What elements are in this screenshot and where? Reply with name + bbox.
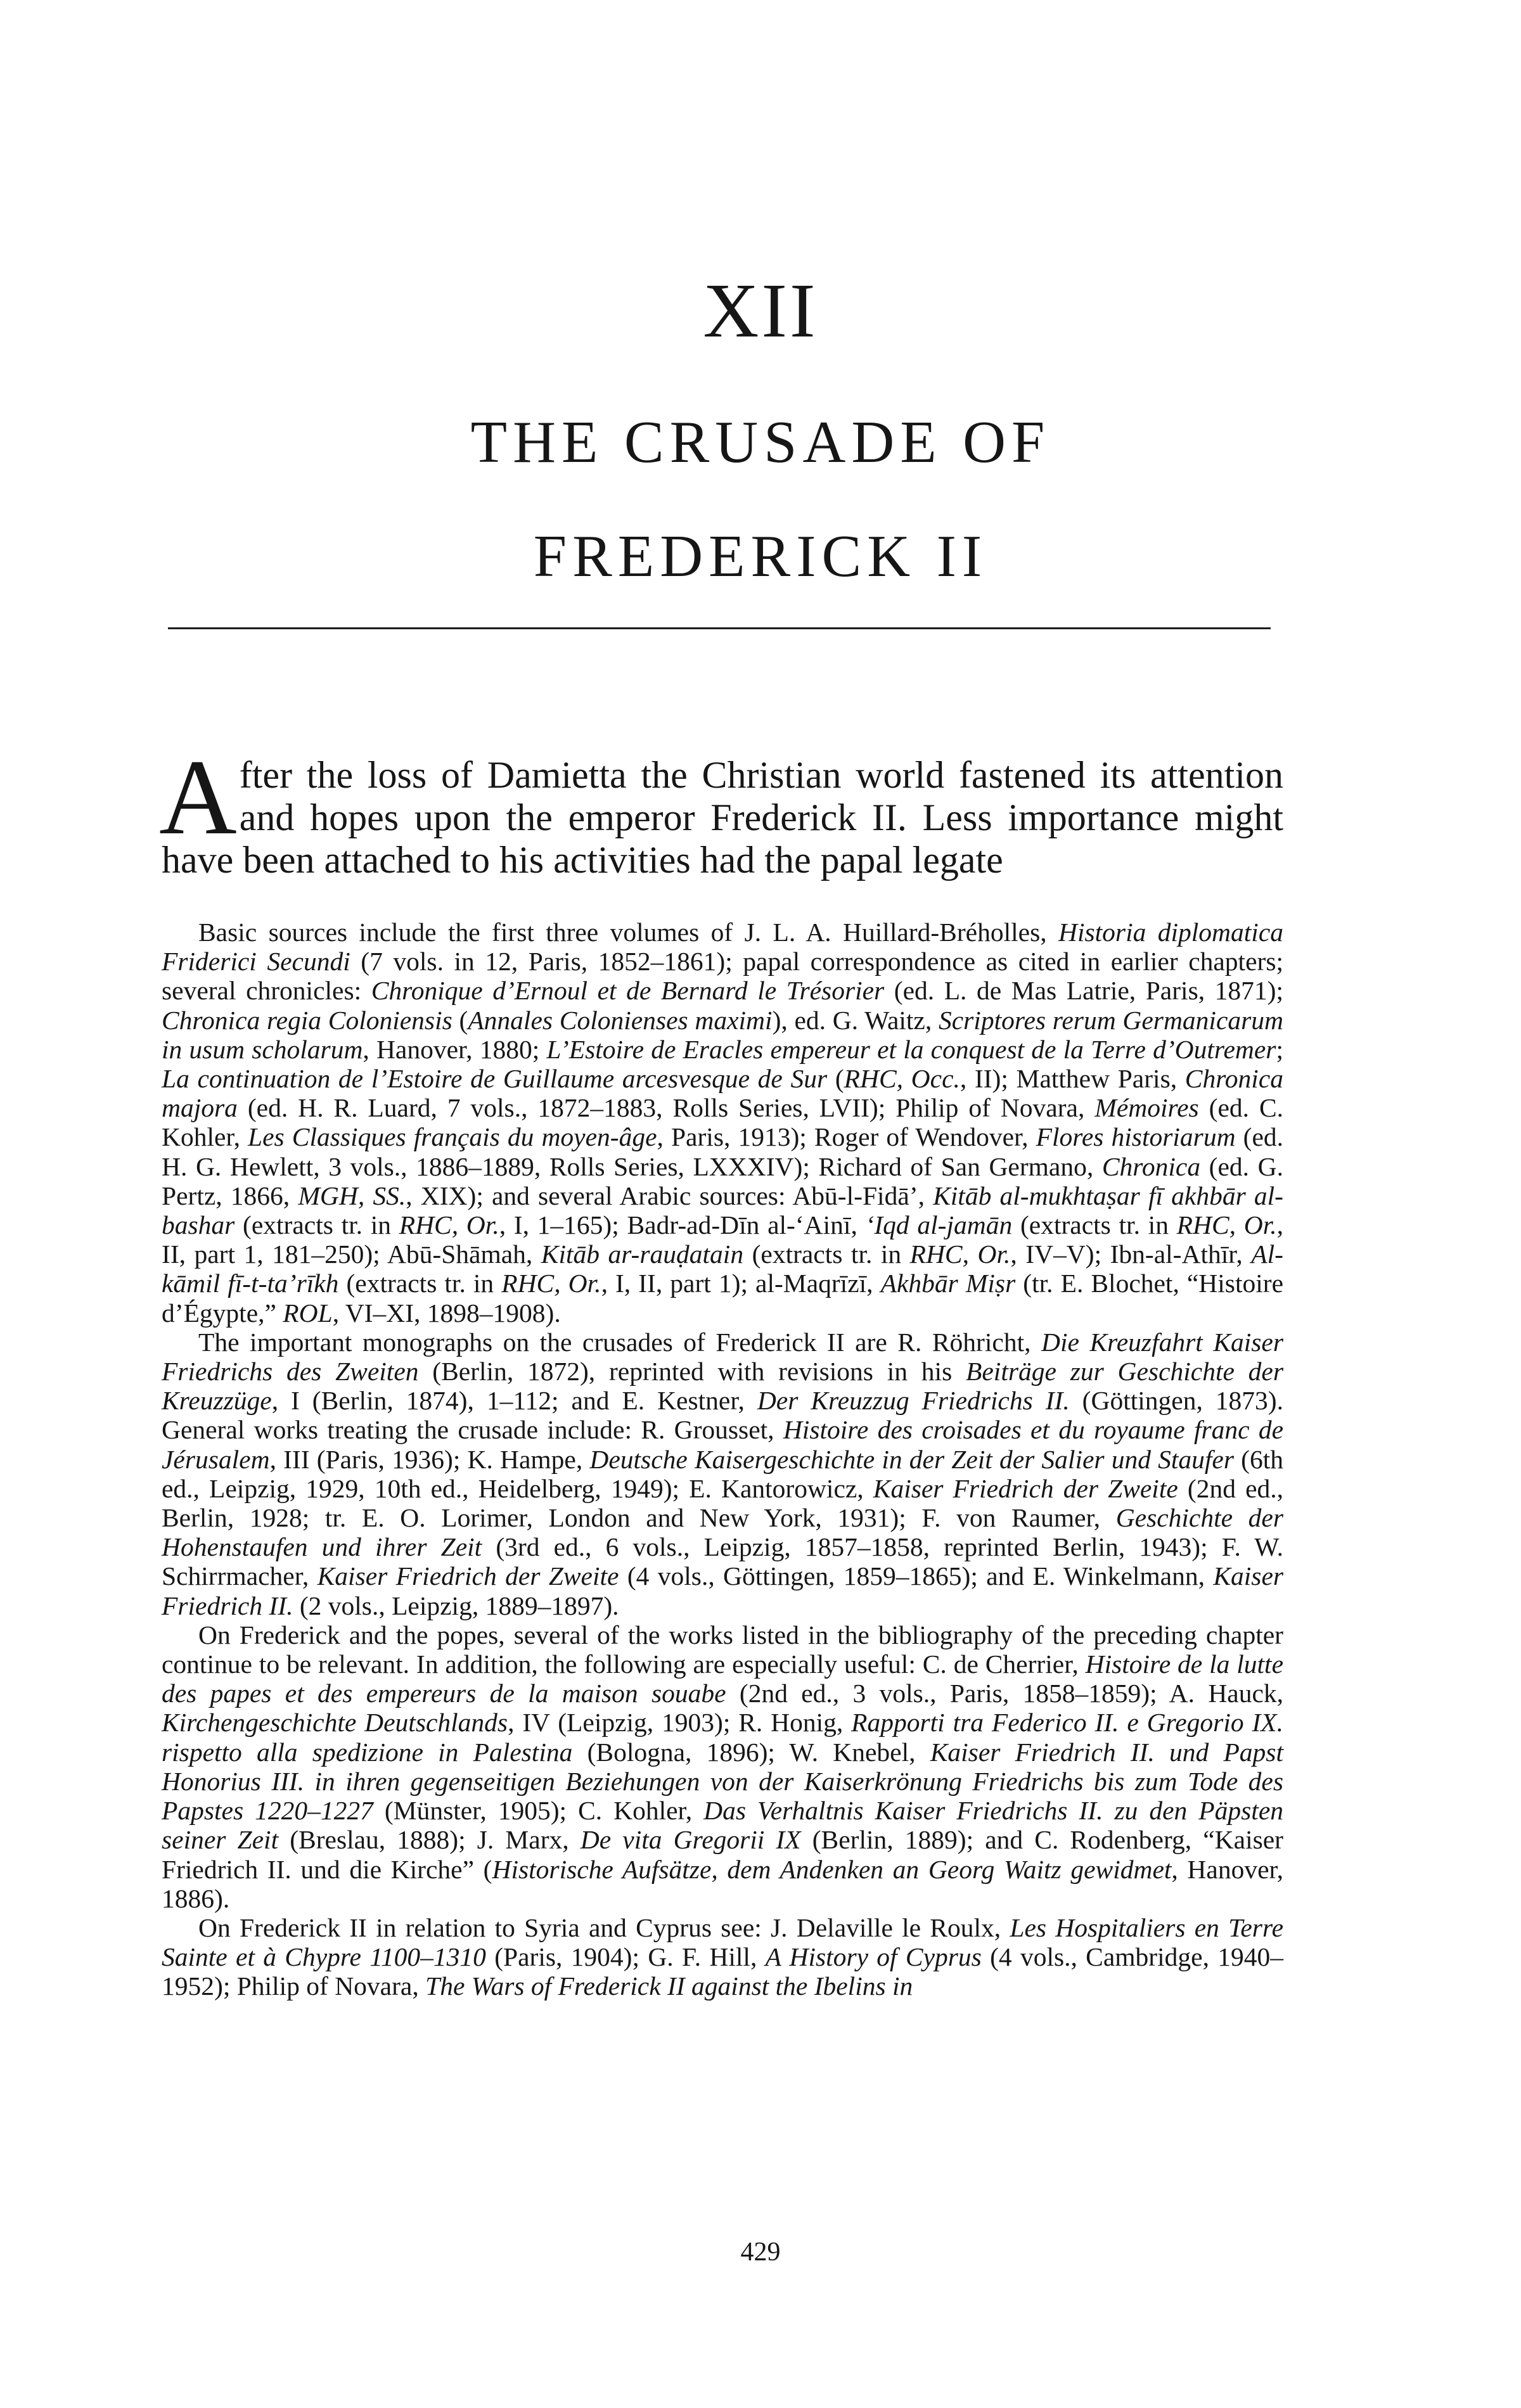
note-text: , III (Paris, 1936); K. Hampe, bbox=[269, 1444, 590, 1474]
italic-title: Flores historiarum bbox=[1036, 1122, 1236, 1152]
chapter-number: XII bbox=[703, 268, 818, 354]
italic-title: Kaiser Friedrich II. bbox=[162, 1561, 1284, 1620]
italic-title: Kitāb al-mukhtaṣar fī akhbār al-bashar bbox=[162, 1181, 1283, 1240]
italic-title: Annales Colonienses maximi bbox=[468, 1005, 773, 1035]
note-text: , Hanover, 1880; bbox=[363, 1034, 547, 1064]
italic-title: Deutsche Kaisergeschichte in der Zeit der Salier und Staufer bbox=[589, 1444, 1234, 1474]
note-text: , IV (Leipzig, 1903); R. Honig, bbox=[508, 1708, 852, 1738]
note-paragraph bbox=[162, 1620, 1283, 1913]
italic-title: Geschichte der Hohenstaufen und ihrer Zeit bbox=[162, 1503, 1283, 1562]
opening-text: fter the loss of Damietta the Christian world fastened its attention and hopes upon the emperor Frederick II. Less importance might have been attached to his activities had the papal legate bbox=[162, 754, 1283, 881]
note-text: , Paris, 1913); Roger of Wendover, bbox=[657, 1122, 1036, 1152]
italic-title: A History of Cyprus bbox=[765, 1942, 982, 1972]
note-text: (ed. L. de Mas Latrie, Paris, 1871); bbox=[884, 976, 1283, 1006]
italic-title: Kitāb ar-rauḍatain bbox=[541, 1239, 744, 1269]
note-text: (Bologna, 1896); W. Knebel, bbox=[572, 1737, 930, 1767]
italic-title: Scriptores rerum Germanicarum in usum scholarum bbox=[162, 1005, 1283, 1064]
italic-title: Histoire de la lutte des papes et des empereurs de la maison souabe bbox=[162, 1649, 1284, 1708]
italic-title: Mémoires bbox=[1094, 1093, 1199, 1123]
italic-title: Der Kreuzzug Friedrichs II. bbox=[757, 1386, 1070, 1416]
italic-title: Chronica majora bbox=[162, 1064, 1284, 1123]
note-text: (Berlin, 1872), reprinted with revisions in his bbox=[418, 1357, 966, 1387]
italic-title: Akhbār Miṣr bbox=[880, 1269, 1016, 1298]
italic-title: Das Verhaltnis Kaiser Friedrichs II. zu den Päpsten seiner Zeit bbox=[162, 1796, 1283, 1855]
note-text: (Berlin, 1889); and C. Rodenberg, “Kaiser Friedrich II. und die Kirche” ( bbox=[162, 1825, 1283, 1884]
italic-title: L’Estoire de Eracles empereur et la conquest de la Terre d’Outremer bbox=[546, 1034, 1276, 1064]
italic-title: Historia diplomatica Friderici Secundi bbox=[162, 918, 1283, 977]
note-text: On Frederick and the popes, several of the works listed in the bibliography of the preceding chapter continue to be relevant. In addition, the following are especially useful: C. de Cherrier, bbox=[162, 1620, 1283, 1679]
note-text: (Göttingen, 1873). General works treating the crusade include: R. Grousset, bbox=[162, 1386, 1284, 1445]
note-text: ( bbox=[827, 1064, 844, 1094]
note-text: (4 vols., Göttingen, 1859–1865); and E. Winkelmann, bbox=[619, 1561, 1214, 1591]
italic-title: Chronica bbox=[1101, 1151, 1201, 1181]
note-text: ( bbox=[452, 1005, 468, 1035]
page-number: 429 bbox=[740, 2238, 781, 2267]
note-paragraph bbox=[162, 1328, 1283, 1620]
note-text: (3rd ed., 6 vols., Leipzig, 1857–1858, reprinted Berlin, 1943); F. W. Schirrmacher, bbox=[162, 1532, 1283, 1591]
italic-title: Les Classiques français du moyen-âge bbox=[248, 1122, 657, 1152]
note-text: (extracts tr. in bbox=[743, 1239, 910, 1269]
note-text: (Paris, 1904); G. F. Hill, bbox=[485, 1942, 766, 1972]
note-text: ; bbox=[1276, 1034, 1283, 1064]
note-text: The important monographs on the crusades of Frederick II are R. Röhricht, bbox=[198, 1327, 1042, 1357]
note-text: Basic sources include the first three volumes of J. L. A. Huillard-Bréholles, bbox=[198, 918, 1058, 947]
italic-title: Beiträge zur Geschichte der Kreuzzüge bbox=[162, 1357, 1283, 1416]
italic-title: Kaiser Friedrich II. und Papst Honorius III. in ihren gegenseitigen Beziehungen von der Kaiserkrönung Friedrichs bis zum Tode des Papstes 1220–1227 bbox=[162, 1737, 1283, 1826]
italic-title: RHC, Or. bbox=[1176, 1210, 1277, 1240]
italic-title: Die Kreuzfahrt Kaiser Friedrichs des Zweiten bbox=[162, 1327, 1283, 1387]
note-text: (Breslau, 1888); J. Marx, bbox=[278, 1825, 581, 1855]
note-text: , II, part 1, 181–250); Abū-Shāmah, bbox=[162, 1210, 1284, 1269]
italic-title: De vita Gregorii IX bbox=[580, 1825, 801, 1855]
chapter-title-line-2: FREDERICK II bbox=[533, 523, 988, 589]
italic-title: RHC, Or. bbox=[399, 1210, 499, 1240]
title-divider bbox=[168, 627, 1271, 629]
chapter-title-line-1: THE CRUSADE OF bbox=[470, 409, 1051, 475]
note-text: (ed. G. Pertz, 1866, bbox=[162, 1151, 1283, 1210]
italic-title: Historische Aufsätze, dem Andenken an Georg Waitz gewidmet bbox=[492, 1854, 1172, 1884]
italic-title: Chronica regia Coloniensis bbox=[162, 1005, 452, 1035]
note-paragraph bbox=[162, 1913, 1283, 2001]
note-text: , I, II, part 1); al-Maqrīzī, bbox=[601, 1269, 881, 1298]
bibliographic-note bbox=[162, 918, 1283, 2001]
note-text: (2nd ed., Berlin, 1928; tr. E. O. Lorimer, London and New York, 1931); F. von Raumer, bbox=[162, 1473, 1283, 1533]
italic-title: Kaiser Friedrich der Zweite bbox=[317, 1561, 619, 1591]
drop-cap: A bbox=[159, 738, 237, 857]
chapter-title bbox=[190, 385, 1331, 613]
note-text: (extracts tr. in bbox=[234, 1210, 399, 1240]
note-text: , IV–V); Ibn-al-Athīr, bbox=[1010, 1239, 1252, 1269]
italic-title: ROL bbox=[283, 1298, 333, 1328]
note-text: (Münster, 1905); C. Kohler, bbox=[373, 1796, 704, 1826]
italic-title: Histoire des croisades et du royaume franc de Jérusalem bbox=[162, 1415, 1283, 1474]
note-paragraph bbox=[162, 918, 1283, 1328]
note-text: (ed. H. R. Luard, 7 vols., 1872–1883, Rolls Series, LVII); Philip of Novara, bbox=[237, 1093, 1095, 1123]
note-text: (tr. E. Blochet, “Histoire d’Égypte,” bbox=[162, 1269, 1283, 1328]
italic-title: Al-kāmil fī-t-ta’rīkh bbox=[162, 1239, 1283, 1298]
note-text: (4 vols., Cambridge, 1940–1952); Philip of Novara, bbox=[162, 1942, 1283, 2001]
note-text: , XIX); and several Arabic sources: Abū-l-Fidā’, bbox=[406, 1181, 934, 1210]
italic-title: ‘Iqd al-jamān bbox=[865, 1210, 1013, 1240]
note-text: (2nd ed., 3 vols., Paris, 1858–1859); A. Hauck, bbox=[726, 1679, 1284, 1708]
note-text: ), ed. G. Waitz, bbox=[772, 1005, 939, 1035]
italic-title: Rapporti tra Federico II. e Gregorio IX. rispetto alla spedizione in Palestina bbox=[162, 1708, 1284, 1767]
italic-title: RHC, Occ. bbox=[844, 1064, 960, 1094]
italic-title: Les Hospitaliers en Terre Sainte et à Chypre 1100–1310 bbox=[162, 1912, 1283, 1972]
opening-paragraph bbox=[159, 738, 1283, 881]
note-text: (extracts tr. in bbox=[338, 1269, 502, 1298]
note-text: , Hanover, 1886). bbox=[162, 1854, 1284, 1913]
note-text: (6th ed., Leipzig, 1929, 10th ed., Heidelberg, 1949); E. Kantorowicz, bbox=[162, 1444, 1283, 1503]
note-text: (2 vols., Leipzig, 1889–1897). bbox=[293, 1591, 619, 1620]
note-text: , II); Matthew Paris, bbox=[959, 1064, 1185, 1094]
note-text: (7 vols. in 12, Paris, 1852–1861); papal correspondence as cited in earlier chapters; several chronicles: bbox=[162, 947, 1284, 1006]
note-text: (ed. H. G. Hewlett, 3 vols., 1886–1889, Rolls Series, LXXXIV); Richard of San Germano, bbox=[162, 1122, 1284, 1181]
italic-title: Kaiser Friedrich der Zweite bbox=[873, 1473, 1178, 1503]
italic-title: La continuation de l’Estoire de Guillaume arcesvesque de Sur bbox=[162, 1064, 828, 1094]
note-text: , I, 1–165); Badr-ad-Dīn al-‘Ainī, bbox=[499, 1210, 866, 1240]
italic-title: MGH, SS. bbox=[298, 1181, 406, 1210]
italic-title: Kirchengeschichte Deutschlands bbox=[162, 1708, 508, 1738]
italic-title: RHC, Or. bbox=[909, 1239, 1011, 1269]
note-text: , VI–XI, 1898–1908). bbox=[332, 1298, 561, 1328]
note-text: (extracts tr. in bbox=[1012, 1210, 1177, 1240]
note-text: , I (Berlin, 1874), 1–112; and E. Kestner, bbox=[271, 1386, 757, 1416]
italic-title: Chronique d’Ernoul et de Bernard le Trésorier bbox=[371, 976, 885, 1006]
italic-title: RHC, Or. bbox=[501, 1269, 601, 1298]
note-text: On Frederick II in relation to Syria and Cyprus see: J. Delaville le Roulx, bbox=[198, 1912, 1010, 1942]
italic-title: The Wars of Frederick II against the Ibelins in bbox=[425, 1971, 913, 2001]
note-text: (ed. C. Kohler, bbox=[162, 1093, 1284, 1152]
